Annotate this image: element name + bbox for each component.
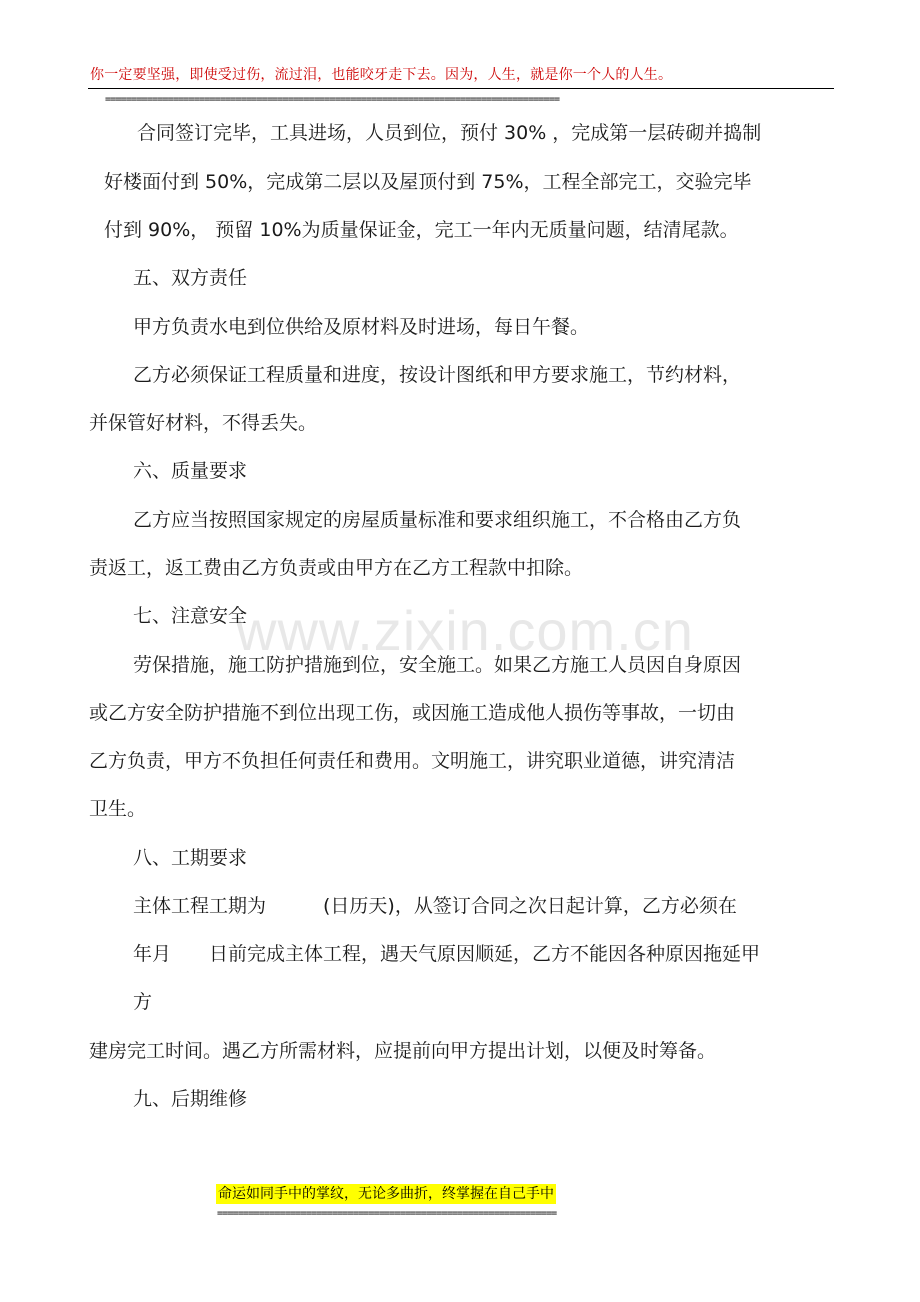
paragraph-line: 劳保措施，施工防护措施到位，安全施工。如果乙方施工人员因自身原因 <box>133 654 742 676</box>
section-heading-safety: 七、注意安全 <box>133 605 248 627</box>
payment-line-3: 付到 90%， 预留 10%为质量保证金，完工一年内无质量问题，结清尾款。 <box>104 219 739 241</box>
paragraph-line: 建房完工时间。遇乙方所需材料，应提前向甲方提出计划，以便及时筹备。 <box>89 1040 717 1062</box>
payment-line-1: 合同签订完毕，工具进场，人员到位，预付 30% ，完成第一层砖砌并捣制 <box>137 122 762 144</box>
section-heading-quality: 六、质量要求 <box>133 460 248 482</box>
header-divider <box>88 88 834 89</box>
paragraph-line: 方 <box>133 991 153 1013</box>
paragraph-line: 乙方应当按照国家规定的房屋质量标准和要求组织施工，不合格由乙方负 <box>133 509 742 531</box>
paragraph-line: 主体工程工期为 (日历天)，从签订合同之次日起计算，乙方必须在 <box>133 895 737 917</box>
paragraph-line: 乙方必须保证工程质量和进度，按设计图纸和甲方要求施工，节约材料， <box>133 364 742 386</box>
section-heading-maintenance: 九、后期维修 <box>133 1088 248 1110</box>
paragraph-line: 乙方负责，甲方不负担任何责任和费用。文明施工，讲究职业道德，讲究清洁 <box>89 750 736 772</box>
paragraph-line: 年月 日前完成主体工程，遇天气原因顺延，乙方不能因各种原因拖延甲 <box>133 943 761 965</box>
payment-line-2: 好楼面付到 50%，完成第二层以及屋顶付到 75%，工程全部完工，交验完毕 <box>104 171 752 193</box>
paragraph-line: 卫生。 <box>89 798 147 820</box>
section-heading-schedule: 八、工期要求 <box>133 847 248 869</box>
header-motto: 你一定要坚强，即使受过伤，流过泪，也能咬牙走下去。因为，人生，就是你一个人的人生。 <box>90 67 673 83</box>
paragraph-line: 并保管好材料，不得丢失。 <box>89 412 318 434</box>
header-separator: ======================================================================================= <box>105 94 560 105</box>
section-heading-responsibilities: 五、双方责任 <box>133 267 248 289</box>
footer-motto: 命运如同手中的掌纹，无论多曲折，终掌握在自己手中 <box>218 1186 554 1202</box>
paragraph-line: 甲方负责水电到位供给及原材料及时进场，每日午餐。 <box>133 316 590 338</box>
paragraph-line: 责返工，返工费由乙方负责或由甲方在乙方工程款中扣除。 <box>89 557 584 579</box>
watermark: www.zixin.com.cn <box>236 599 694 662</box>
footer-separator: ================================================================= <box>217 1208 557 1219</box>
paragraph-line: 或乙方安全防护措施不到位出现工伤，或因施工造成他人损伤等事故，一切由 <box>89 702 736 724</box>
